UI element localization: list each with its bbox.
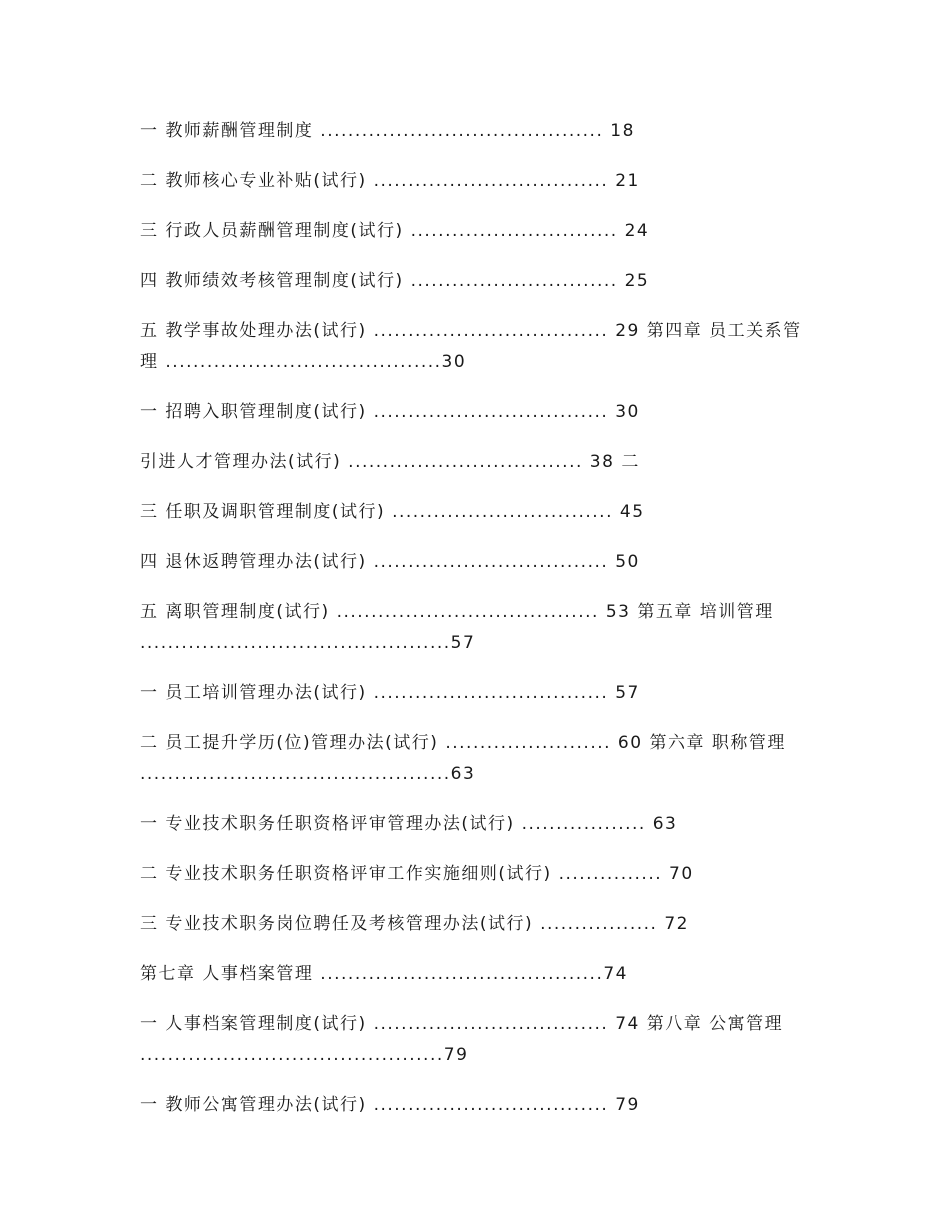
toc-entry: 二 教师核心专业补贴(试行) .................................. 21 [140, 171, 640, 191]
toc-entry: 三 行政人员薪酬管理制度(试行) .............................. 24 [140, 221, 650, 241]
toc-entry: 五 离职管理制度(试行) ...................................... 53 第五章 培训管理 .............................................57 [140, 602, 774, 653]
toc-entry: 一 人事档案管理制度(试行) .................................. 74 第八章 公寓管理 ............................................79 [140, 1014, 784, 1065]
toc-entry: 一 招聘入职管理制度(试行) .................................. 30 [140, 402, 640, 422]
toc-entry: 二 员工提升学历(位)管理办法(试行) ........................ 60 第六章 职称管理 .............................................63 [140, 733, 786, 784]
toc-entry: 一 教师薪酬管理制度 ......................................... 18 [140, 121, 635, 141]
toc-entry: 第七章 人事档案管理 .........................................74 [140, 964, 628, 984]
toc-entry: 二 专业技术职务任职资格评审工作实施细则(试行) ............... 70 [140, 864, 694, 884]
toc-entry: 五 教学事故处理办法(试行) .................................. 29 第四章 员工关系管理 ........................................30 [140, 321, 802, 372]
toc-entry: 三 任职及调职管理制度(试行) ................................ 45 [140, 502, 645, 522]
toc-entry: 三 专业技术职务岗位聘任及考核管理办法(试行) ................. 72 [140, 914, 689, 934]
toc-entry: 引进人才管理办法(试行) .................................. 38 二 [140, 452, 640, 472]
table-of-contents [140, 116, 810, 1140]
toc-entry: 一 教师公寓管理办法(试行) .................................. 79 [140, 1095, 640, 1115]
toc-entry: 一 专业技术职务任职资格评审管理办法(试行) .................. 63 [140, 814, 678, 834]
toc-entry: 四 教师绩效考核管理制度(试行) .............................. 25 [140, 271, 650, 291]
toc-entry: 四 退休返聘管理办法(试行) .................................. 50 [140, 552, 640, 572]
toc-entry: 一 员工培训管理办法(试行) .................................. 57 [140, 683, 640, 703]
